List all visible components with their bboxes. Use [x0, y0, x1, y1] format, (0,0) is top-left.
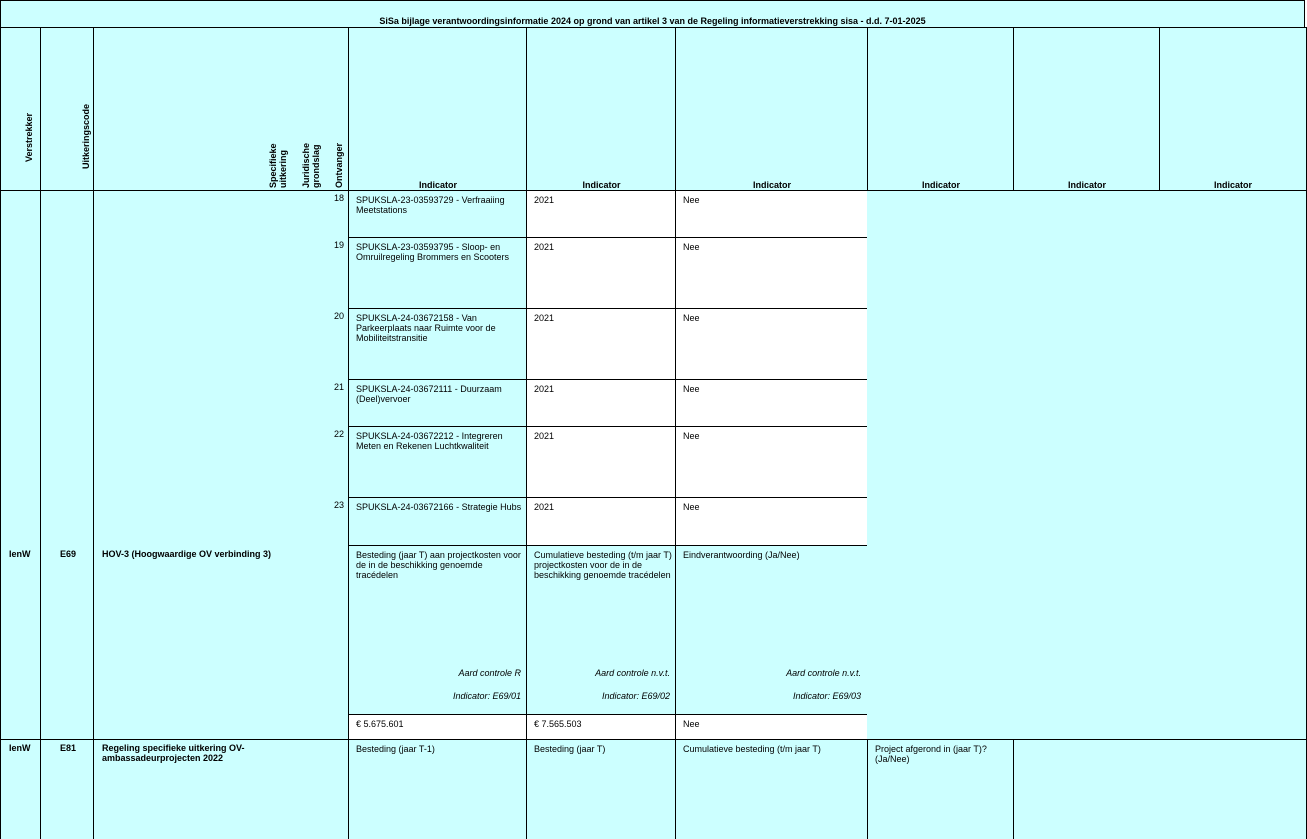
- project-name-18: SPUKSLA-23-03593729 - Verfraaiing Meetstations: [348, 190, 527, 238]
- e69-indicator-3-code: Indicator: E69/03: [792, 691, 861, 701]
- header-uitkeringscode-label: Uitkeringscode: [81, 103, 91, 169]
- project-name-23: SPUKSLA-24-03672166 - Strategie Hubs: [348, 497, 527, 546]
- header-indicator-5: Indicator: [1013, 27, 1160, 191]
- header-uitkeringscode: [40, 27, 94, 191]
- e69-name-cell: [93, 190, 349, 740]
- header-juridische-grondslag-1: Juridische: [301, 142, 311, 188]
- project-name-19: SPUKSLA-23-03593795 - Sloop- en Omruilregeling Brommers en Scooters: [348, 237, 527, 309]
- header-verstrekker: [0, 27, 41, 191]
- e69-value-3[interactable]: Nee: [675, 714, 868, 740]
- project-year-21: 2021: [526, 379, 676, 427]
- row-number-18: 18: [333, 193, 344, 203]
- e69-indicator-3-aard: Aard controle n.v.t.: [786, 668, 861, 678]
- project-name-21: SPUKSLA-24-03672111 - Duurzaam (Deel)vervoer: [348, 379, 527, 427]
- project-flag-19: Nee: [675, 237, 868, 309]
- project-year-23: 2021: [526, 497, 676, 546]
- project-flag-20: Nee: [675, 308, 868, 380]
- e81-indicator-2: Besteding (jaar T): [526, 739, 676, 839]
- project-name-20: SPUKSLA-24-03672158 - Van Parkeerplaats naar Ruimte voor de Mobiliteitstransitie: [348, 308, 527, 380]
- header-ontvanger: Ontvanger: [334, 142, 344, 188]
- project-year-20: 2021: [526, 308, 676, 380]
- header-indicator-4: Indicator: [867, 27, 1014, 191]
- e69-indicator-2: [526, 545, 676, 715]
- e81-indicator-1: Besteding (jaar T-1): [348, 739, 527, 839]
- row-number-19: 19: [333, 240, 344, 250]
- e81-indicator-4: Project afgerond in (jaar T)? (Ja/Nee): [867, 739, 1014, 839]
- header-verstrekker-label: Verstrekker: [24, 112, 34, 162]
- e69-indicator-1: [348, 545, 527, 715]
- e69-name: HOV-3 (Hoogwaardige OV verbinding 3): [102, 549, 272, 559]
- project-name-22: SPUKSLA-24-03672212 - Integreren Meten en Rekenen Luchtkwaliteit: [348, 426, 527, 498]
- e69-indicator-1-label: Besteding (jaar T) aan projectkosten voor de in de beschikking genoemde tracédelen: [356, 550, 521, 580]
- row-number-22: 22: [333, 429, 344, 439]
- header-indicator-2: Indicator: [526, 27, 676, 191]
- e81-verstrekker-cell: [0, 739, 41, 839]
- e69-code: E69: [60, 549, 77, 559]
- e81-code-cell: [40, 739, 94, 839]
- project-flag-23: Nee: [675, 497, 868, 546]
- project-flag-21: Nee: [675, 379, 868, 427]
- e69-value-1[interactable]: € 5.675.601: [348, 714, 527, 740]
- e81-verstrekker: IenW: [9, 743, 31, 753]
- e69-value-2[interactable]: € 7.565.503: [526, 714, 676, 740]
- e81-empty-cell: [1013, 739, 1307, 839]
- header-indicator-3: Indicator: [675, 27, 868, 191]
- header-specifieke-uitkering-1: Specifieke: [268, 143, 278, 188]
- header-juridische-grondslag-2: grondslag: [311, 144, 321, 188]
- project-year-22: 2021: [526, 426, 676, 498]
- project-year-19: 2021: [526, 237, 676, 309]
- header-indicator-1: Indicator: [348, 27, 527, 191]
- e69-empty-area: [867, 190, 1307, 740]
- e69-verstrekker: IenW: [9, 549, 31, 559]
- e81-name-cell: [93, 739, 349, 839]
- e81-code: E81: [60, 743, 77, 753]
- sheet-title: SiSa bijlage verantwoordingsinformatie 2024 op grond van artikel 3 van de Regeling informatieverstrekking sisa - d.d. 7-01-2025: [0, 0, 1305, 28]
- project-year-18: 2021: [526, 190, 676, 238]
- e69-indicator-2-label: Cumulatieve besteding (t/m jaar T) projectkosten voor de in de beschikking genoemde tracédelen: [534, 550, 672, 580]
- project-flag-22: Nee: [675, 426, 868, 498]
- header-indicator-6: Indicator: [1159, 27, 1307, 191]
- e69-indicator-2-aard: Aard controle n.v.t.: [595, 668, 670, 678]
- header-regeling: [93, 27, 349, 191]
- row-number-23: 23: [333, 500, 344, 510]
- e69-code-cell: [40, 190, 94, 740]
- e69-indicator-2-code: Indicator: E69/02: [601, 691, 670, 701]
- row-number-21: 21: [333, 382, 344, 392]
- e69-indicator-1-code: Indicator: E69/01: [452, 691, 521, 701]
- e69-verstrekker-cell: [0, 190, 41, 740]
- e69-indicator-1-aard: Aard controle R: [458, 668, 521, 678]
- e69-indicator-3: [675, 545, 868, 715]
- header-specifieke-uitkering-2: uitkering: [278, 149, 288, 188]
- e81-indicator-3: Cumulatieve besteding (t/m jaar T): [675, 739, 868, 839]
- e69-indicator-3-label: Eindverantwoording (Ja/Nee): [683, 550, 800, 560]
- project-flag-18: Nee: [675, 190, 868, 238]
- row-number-20: 20: [333, 311, 344, 321]
- e81-name: Regeling specifieke uitkering OV-ambassadeurprojecten 2022: [102, 743, 245, 763]
